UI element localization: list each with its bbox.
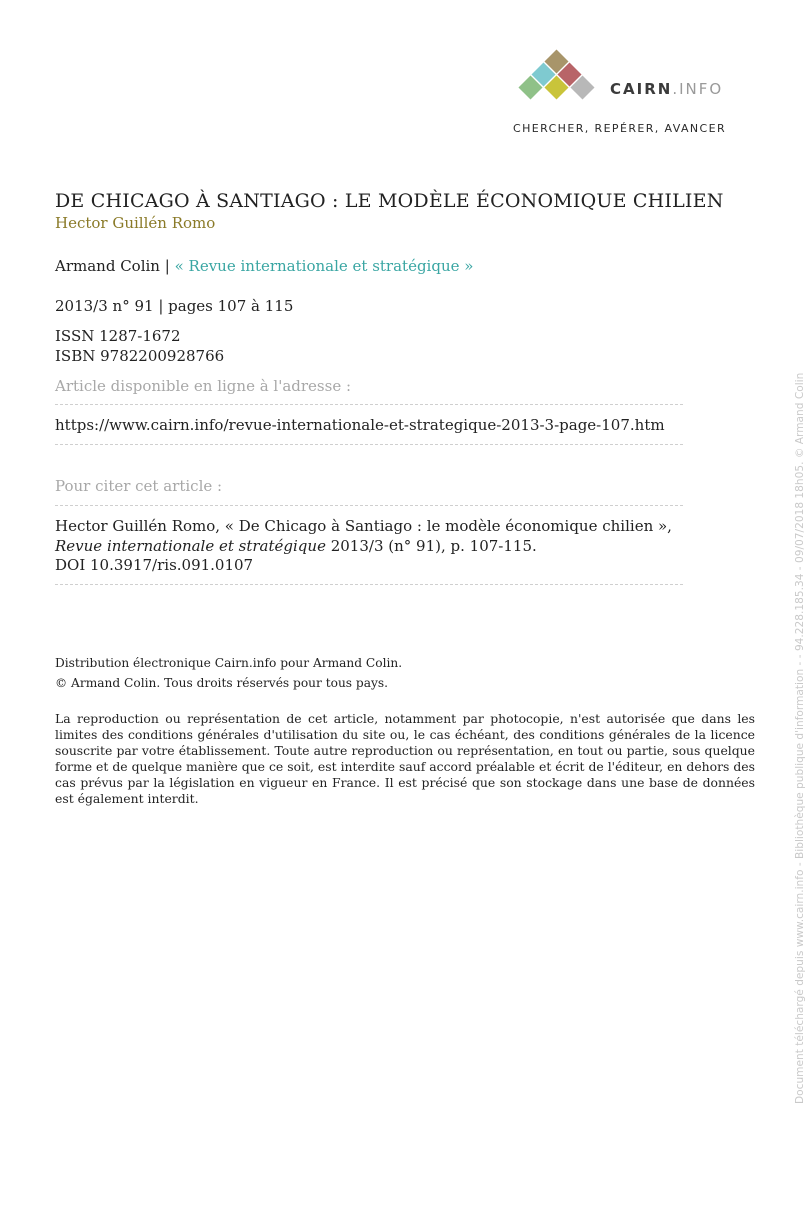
article-title: DE CHICAGO À SANTIAGO : LE MODÈLE ÉCONOMIQUE CHILIEN [55, 190, 724, 212]
citation-issue: 2013/3 (n° 91), p. 107-115. [325, 537, 537, 555]
article-author: Hector Guillén Romo [55, 214, 216, 232]
citation-line-2 [55, 537, 537, 555]
isbn: ISBN 9782200928766 [55, 347, 225, 365]
divider [55, 404, 683, 405]
publisher-name: Armand Colin [55, 257, 160, 275]
article-url-link[interactable]: https://www.cairn.info/revue-internationale-et-strategique-2013-3-page-107.htm [55, 416, 665, 434]
issn: ISSN 1287-1672 [55, 327, 181, 345]
logo-tagline: CHERCHER, REPÉRER, AVANCER [513, 122, 727, 135]
separator: | [164, 257, 170, 275]
legal-notice: La reproduction ou représentation de cet article, notamment par photocopie, n'est autorisée que dans les limites des conditions générales d'utilisation du site ou, le cas échéant, des conditions générales de la licence souscrite par votre établissement. Toute autre reproduction ou représentation, en tout ou partie, sous quelque forme et de quelque manière que ce soit, est interdite sauf accord préalable et écrit de l'éditeur, en dehors des cas prévus par la législation en vigueur en France. Il est précisé que son stockage dans une base de données est également interdit. [55, 711, 755, 806]
cite-label: Pour citer cet article : [55, 477, 223, 495]
cairn-logo[interactable] [512, 46, 762, 142]
divider [55, 505, 683, 506]
distribution-line-1: Distribution électronique Cairn.info pour Armand Colin. [55, 656, 403, 670]
divider [55, 444, 683, 445]
issue-info: 2013/3 n° 91 | pages 107 à 115 [55, 297, 294, 315]
publisher-line [55, 257, 473, 275]
logo-wordmark: CAIRN.INFO [610, 80, 724, 98]
distribution-line-2: © Armand Colin. Tous droits réservés pour tous pays. [55, 676, 389, 690]
citation-journal: Revue internationale et stratégique [55, 537, 326, 555]
citation-line-1: Hector Guillén Romo, « De Chicago à Santiago : le modèle économique chilien », [55, 517, 672, 535]
divider [55, 584, 683, 585]
download-watermark: Document téléchargé depuis www.cairn.info - Bibliothèque publique d'information - - 94.228.185.34 - 09/07/2018 18h05. © Armand Colin [794, 372, 806, 1104]
citation-doi: DOI 10.3917/ris.091.0107 [55, 556, 254, 574]
journal-link[interactable]: « Revue internationale et stratégique » [174, 257, 474, 275]
online-label: Article disponible en ligne à l'adresse : [55, 377, 352, 395]
